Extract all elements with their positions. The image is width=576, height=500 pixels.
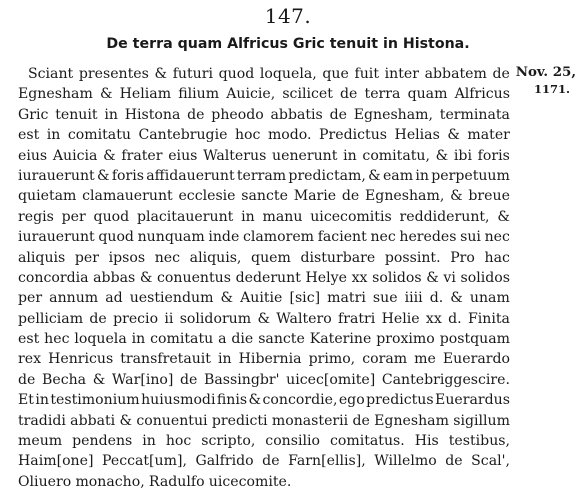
- text-line: Egnesham & Heliam filium Auicie, scilicet de terra quam Alfricus: [18, 86, 510, 103]
- text-line: rex Henricus transfretauit in Hibernia primo, coram me Euerardo: [18, 351, 510, 368]
- text-line: tradidi abbati & conuentui predicti monasterii de Egnesham sigillum: [18, 412, 510, 429]
- margin-date: [510, 64, 576, 98]
- text-line: iurauerunt quod nunquam inde clamorem facient nec heredes sui nec: [18, 229, 510, 246]
- text-line: eius Auicia & frater eius Walterus uenerunt in comitatu, & ibi foris: [18, 147, 510, 164]
- text-line: de Becha & War[ino] de Bassingbr' uicec[omite] Cantebriggescire.: [18, 371, 510, 388]
- text-line: Oliuero monacho, Radulfo uicecomite.: [18, 473, 292, 490]
- margin-date-day: Nov. 25,: [515, 64, 576, 80]
- charter-heading: De terra quam Alfricus Gric tenuit in Histona.: [106, 36, 470, 52]
- text-line: Sciant presentes & futuri quod loquela, que fuit inter abbatem de: [28, 66, 510, 82]
- charter-body: [18, 64, 510, 492]
- text-line: Haim[one] Peccat[um], Galfrido de Farn[ellis], Willelmo de Scal',: [18, 453, 510, 470]
- page-number: 147.: [264, 4, 312, 28]
- text-line: est in comitatu Cantebrugie hoc modo. Predictus Helias & mater: [18, 127, 510, 144]
- text-line: iurauerunt & foris affidauerunt terram predictam, & eam in perpetuum: [18, 167, 510, 184]
- text-line: pelliciam de precio ii solidorum & Waltero fratri Helie xx d. Finita: [18, 310, 510, 327]
- text-line: regis per quod placitauerunt in manu uicecomitis reddiderunt, &: [18, 208, 510, 225]
- margin-date-year: 1171.: [533, 82, 570, 96]
- text-line: Gric tenuit in Histona de pheodo abbatis de Egnesham, terminata: [18, 106, 510, 123]
- text-line: est hec loquela in comitatu a die sancte Katerine proximo postquam: [18, 331, 510, 348]
- text-line: meum pendens in hoc scripto, consilio comitatus. His testibus,: [18, 433, 510, 450]
- text-line: per annum ad uestiendum & Auitie [sic] matri sue iiii d. & unam: [18, 290, 510, 307]
- text-line: aliquis per ipsos nec aliquis, quem disturbare possint. Pro hac: [18, 249, 510, 266]
- text-line: quietam clamauerunt ecclesie sancte Marie de Egnesham, & breue: [18, 188, 510, 205]
- text-line: concordia abbas & conuentus dederunt Helye xx solidos & vi solidos: [18, 269, 510, 286]
- text-line: Et in testimonium huiusmodi finis & concordie, ego predictus Euerardus: [18, 392, 510, 409]
